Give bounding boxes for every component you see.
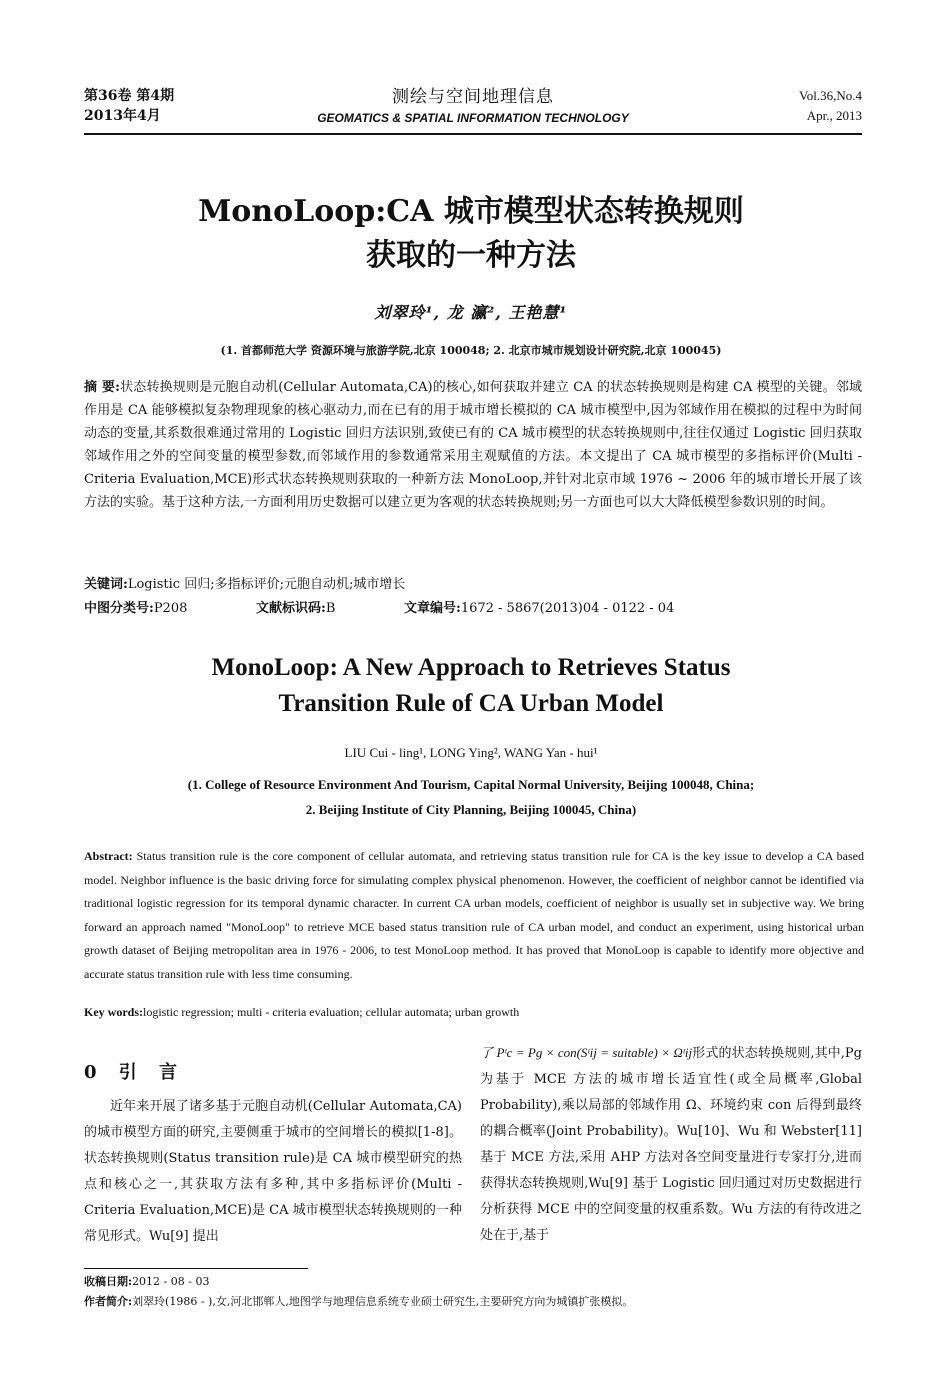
date-cn: 2013年4月 (84, 108, 161, 124)
abstract-cn-label: 摘 要: (84, 380, 120, 395)
journal-title-cn: 测绘与空间地理信息 (392, 87, 554, 107)
abstract-en-text: Status transition rule is the core component of cellular automata, and retrieving status transition rule for CA is the key issue to develop a CA based model. Neighbor influence is the basic driving force for simulating complex physical phenomenon. However, the coefficient of neighbor cannot be identified via traditional logistic regression for its temporal dynamic character. In current CA urban models, coefficient of neighbor is usually set in subjective way. We bring forward an approach named "MonoLoop" to retrieve MCE based status transition rule of CA urban model, and conduct an experiment, using historical urban growth dataset of Beijing metropolitan area in 1976 - 2006, to test MonoLoop method. It has proved that MonoLoop is capable to identify more objective and accurate status transition rule with less time consuming. (84, 849, 864, 981)
intro-paragraph-right: 形式的状态转换规则,其中,Pg 为基于 MCE 方法的城市增长适宜性(或全局概率,Global Probability),乘以局部的邻域作用 Ω、环境约束 con 后得到最终的耦合概率(Joint Probability)。Wu[10]、Wu 和 Webster[11] 基于 MCE 方法,采用 AHP 方法对各空间变量进行专家打分,进而获得状态转换规则,Wu[9] 基于 Logistic 回归通过对历史数据进行分析获得 MCE 中的空间变量的权重系数。Wu 方法的有待改进之处在于,基于 (480, 1046, 863, 1243)
footnote-rule (84, 1268, 308, 1269)
doc-value: B (325, 601, 336, 616)
abstract-cn-text: 状态转换规则是元胞自动机(Cellular Automata,CA)的核心,如何获取并建立 CA 的状态转换规则是构建 CA 模型的关键。邻域作用是 CA 能够模拟复杂物理现象的核心驱动力,而在已有的用于城市增长模拟的 CA 城市模型中,因为邻域作用在模拟的过程中为时间动态的变量,其系数很难通过常用的 Logistic 回归方法识别,致使已有的 CA 城市模型的状态转换规则中,往往仅通过 Logistic 回归获取邻域作用之外的空间变量的模型参数,而邻域作用的参数通常采用主观赋值的方法。本文提出了 CA 城市模型的多指标评价(Multi - Criteria Evaluation,MCE)形式状态转换规则获取的一种新方法 MonoLoop,并针对北京市域 1976 ~ 2006 年的城市增长开展了该方法的实验。基于这种方法,一方面利用历史数据可以建立更为客观的状态转换规则;另一方面也可以大大降低模型参数识别的时间。 (84, 380, 863, 510)
vol-en: Vol.36,No.4 (799, 88, 862, 103)
clc-number (84, 598, 188, 620)
transition-formula: 了 Pᵗc = Pg × con(Sᵗij = suitable) × Ωᵗij (480, 1045, 693, 1060)
title-cn-line2: 获取的一种方法 (366, 238, 576, 273)
clc-value: P208 (153, 601, 188, 616)
date-en: Apr., 2013 (806, 108, 862, 123)
received-value: 2012 - 08 - 03 (132, 1275, 210, 1288)
author-bio-value: 刘翠玲(1986 - ),女,河北邯郸人,地图学与地理信息系统专业硕士研究生,主要研究方向为城镇扩张模拟。 (132, 1295, 634, 1308)
journal-title-en: GEOMATICS & SPATIAL INFORMATION TECHNOLOGY (317, 111, 629, 125)
paper-title-cn (60, 190, 882, 278)
keywords-en-label: Key words: (84, 1005, 143, 1019)
affiliation-en (60, 772, 882, 822)
affiliation-en-line2: 2. Beijing Institute of City Planning, Beijing 100045, China) (305, 802, 637, 817)
author-bio-label: 作者简介: (84, 1295, 133, 1308)
abstract-en (84, 845, 864, 986)
header-rule (84, 133, 862, 135)
body-column-left (84, 1058, 462, 1250)
authors-cn: 刘翠玲¹, 龙 瀛², 王艳慧¹ (374, 303, 568, 322)
article-label: 文章编号: (404, 601, 461, 616)
paper-title-en (60, 650, 882, 722)
authors-en: LIU Cui - ling¹, LONG Ying², WANG Yan - hui¹ (344, 745, 598, 760)
journal-title (84, 86, 862, 128)
title-cn-line1: MonoLoop:CA 城市模型状态转换规则 (198, 194, 744, 229)
issue-cn: 第36卷 第4期 (84, 88, 175, 104)
body-column-right (480, 1040, 862, 1249)
intro-paragraph-left: 近年来开展了诸多基于元胞自动机(Cellular Automata,CA)的城市模型方面的研究,主要侧重于城市的空间增长的模拟[1-8]。状态转换规则(Status transition rule)是 CA 城市模型研究的热点和核心之一,其获取方法有多种,其中多指标评价(Multi - Criteria Evaluation,MCE)是 CA 城市模型状态转换规则的一种常见形式。Wu[9] 提出 (84, 1099, 462, 1244)
title-en-line2: Transition Rule of CA Urban Model (278, 690, 664, 717)
title-en-line1: MonoLoop: A New Approach to Retrieves Status (211, 654, 731, 681)
keywords-en (84, 1002, 862, 1022)
doc-code (256, 598, 336, 620)
article-value: 1672 - 5867(2013)04 - 0122 - 04 (460, 601, 675, 616)
keywords-cn (84, 574, 862, 596)
footnotes (84, 1272, 862, 1312)
doc-label: 文献标识码: (256, 601, 326, 616)
abstract-cn (84, 376, 862, 514)
received-date (84, 1272, 862, 1292)
page-header (84, 86, 862, 132)
affiliation-cn: (1. 首都师范大学 资源环境与旅游学院,北京 100048; 2. 北京市城市规划设计研究院,北京 100045) (220, 344, 722, 357)
clc-label: 中图分类号: (84, 601, 154, 616)
author-bio (84, 1292, 862, 1312)
keywords-en-text: logistic regression; multi - criteria evaluation; cellular automata; urban growth (143, 1005, 520, 1019)
received-label: 收稿日期: (84, 1275, 133, 1288)
section-heading: 0 引 言 (84, 1062, 186, 1083)
article-number (404, 598, 675, 620)
abstract-en-label: Abstract: (84, 849, 133, 863)
keywords-cn-label: 关键词: (84, 577, 128, 592)
keywords-cn-text: Logistic 回归;多指标评价;元胞自动机;城市增长 (127, 577, 406, 592)
header-issue-en (799, 86, 862, 126)
affiliation-en-line1: (1. College of Resource Environment And Tourism, Capital Normal University, Beijing 100048, China; (187, 777, 755, 792)
